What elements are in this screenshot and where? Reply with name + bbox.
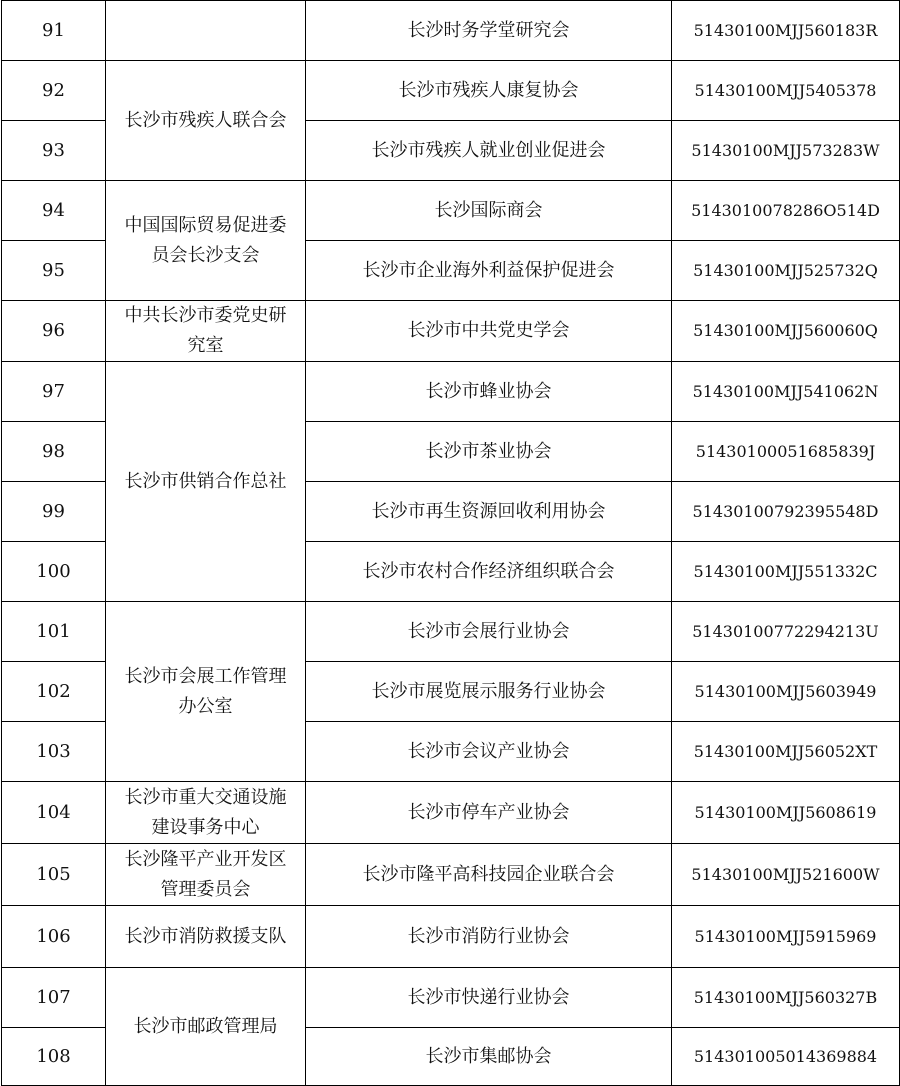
credit-code: 51430100MJJ560327B <box>672 968 900 1028</box>
row-number: 102 <box>2 662 106 722</box>
row-number: 103 <box>2 722 106 782</box>
credit-code: 51430100MJJ5405378 <box>672 61 900 121</box>
credit-code: 5143010078286O514D <box>672 181 900 241</box>
table-row <box>2 61 900 121</box>
organization-name: 长沙市快递行业协会 <box>306 968 672 1028</box>
table-row <box>2 968 900 1028</box>
supervising-unit: 长沙市邮政管理局 <box>106 968 306 1086</box>
organization-name: 长沙时务学堂研究会 <box>306 1 672 61</box>
organization-name: 长沙市企业海外利益保护促进会 <box>306 241 672 301</box>
row-number: 93 <box>2 121 106 181</box>
credit-code: 51430100MJJ5603949 <box>672 662 900 722</box>
row-number: 98 <box>2 422 106 482</box>
table-row <box>2 906 900 968</box>
row-number: 95 <box>2 241 106 301</box>
organization-name: 长沙市再生资源回收利用协会 <box>306 482 672 542</box>
supervising-unit <box>106 1 306 61</box>
organization-name: 长沙市茶业协会 <box>306 422 672 482</box>
organization-name: 长沙市残疾人就业创业促进会 <box>306 121 672 181</box>
table-row <box>2 362 900 422</box>
row-number: 108 <box>2 1028 106 1086</box>
credit-code: 51430100MJJ541062N <box>672 362 900 422</box>
organization-name: 长沙市会展行业协会 <box>306 602 672 662</box>
row-number: 91 <box>2 1 106 61</box>
row-number: 105 <box>2 844 106 906</box>
organization-name: 长沙市残疾人康复协会 <box>306 61 672 121</box>
row-number: 96 <box>2 301 106 362</box>
row-number: 99 <box>2 482 106 542</box>
table-row <box>2 782 900 844</box>
table-row <box>2 301 900 362</box>
credit-code: 51430100MJJ551332C <box>672 542 900 602</box>
row-number: 100 <box>2 542 106 602</box>
credit-code: 51430100772294213U <box>672 602 900 662</box>
row-number: 106 <box>2 906 106 968</box>
row-number: 92 <box>2 61 106 121</box>
supervising-unit: 长沙市供销合作总社 <box>106 362 306 602</box>
table-row <box>2 602 900 662</box>
credit-code: 51430100MJJ560060Q <box>672 301 900 362</box>
credit-code: 51430100MJJ5915969 <box>672 906 900 968</box>
table-row <box>2 1 900 61</box>
organization-name: 长沙市隆平高科技园企业联合会 <box>306 844 672 906</box>
credit-code: 51430100MJJ56052XT <box>672 722 900 782</box>
organization-name: 长沙国际商会 <box>306 181 672 241</box>
organization-table <box>1 0 900 1086</box>
supervising-unit: 中共长沙市委党史研究室 <box>106 301 306 362</box>
supervising-unit: 长沙隆平产业开发区管理委员会 <box>106 844 306 906</box>
row-number: 101 <box>2 602 106 662</box>
supervising-unit: 中国国际贸易促进委员会长沙支会 <box>106 181 306 301</box>
credit-code: 51430100051685839J <box>672 422 900 482</box>
row-number: 107 <box>2 968 106 1028</box>
supervising-unit: 长沙市重大交通设施建设事务中心 <box>106 782 306 844</box>
credit-code: 51430100MJJ560183R <box>672 1 900 61</box>
supervising-unit: 长沙市消防救援支队 <box>106 906 306 968</box>
organization-name: 长沙市停车产业协会 <box>306 782 672 844</box>
supervising-unit: 长沙市会展工作管理办公室 <box>106 602 306 782</box>
row-number: 104 <box>2 782 106 844</box>
table-row <box>2 844 900 906</box>
credit-code: 514301005014369884 <box>672 1028 900 1086</box>
organization-name: 长沙市农村合作经济组织联合会 <box>306 542 672 602</box>
organization-name: 长沙市中共党史学会 <box>306 301 672 362</box>
credit-code: 51430100MJJ525732Q <box>672 241 900 301</box>
organization-name: 长沙市集邮协会 <box>306 1028 672 1086</box>
credit-code: 51430100792395548D <box>672 482 900 542</box>
supervising-unit: 长沙市残疾人联合会 <box>106 61 306 181</box>
row-number: 94 <box>2 181 106 241</box>
credit-code: 51430100MJJ521600W <box>672 844 900 906</box>
table-row <box>2 181 900 241</box>
organization-name: 长沙市会议产业协会 <box>306 722 672 782</box>
organization-name: 长沙市消防行业协会 <box>306 906 672 968</box>
credit-code: 51430100MJJ5608619 <box>672 782 900 844</box>
row-number: 97 <box>2 362 106 422</box>
organization-name: 长沙市蜂业协会 <box>306 362 672 422</box>
credit-code: 51430100MJJ573283W <box>672 121 900 181</box>
organization-name: 长沙市展览展示服务行业协会 <box>306 662 672 722</box>
